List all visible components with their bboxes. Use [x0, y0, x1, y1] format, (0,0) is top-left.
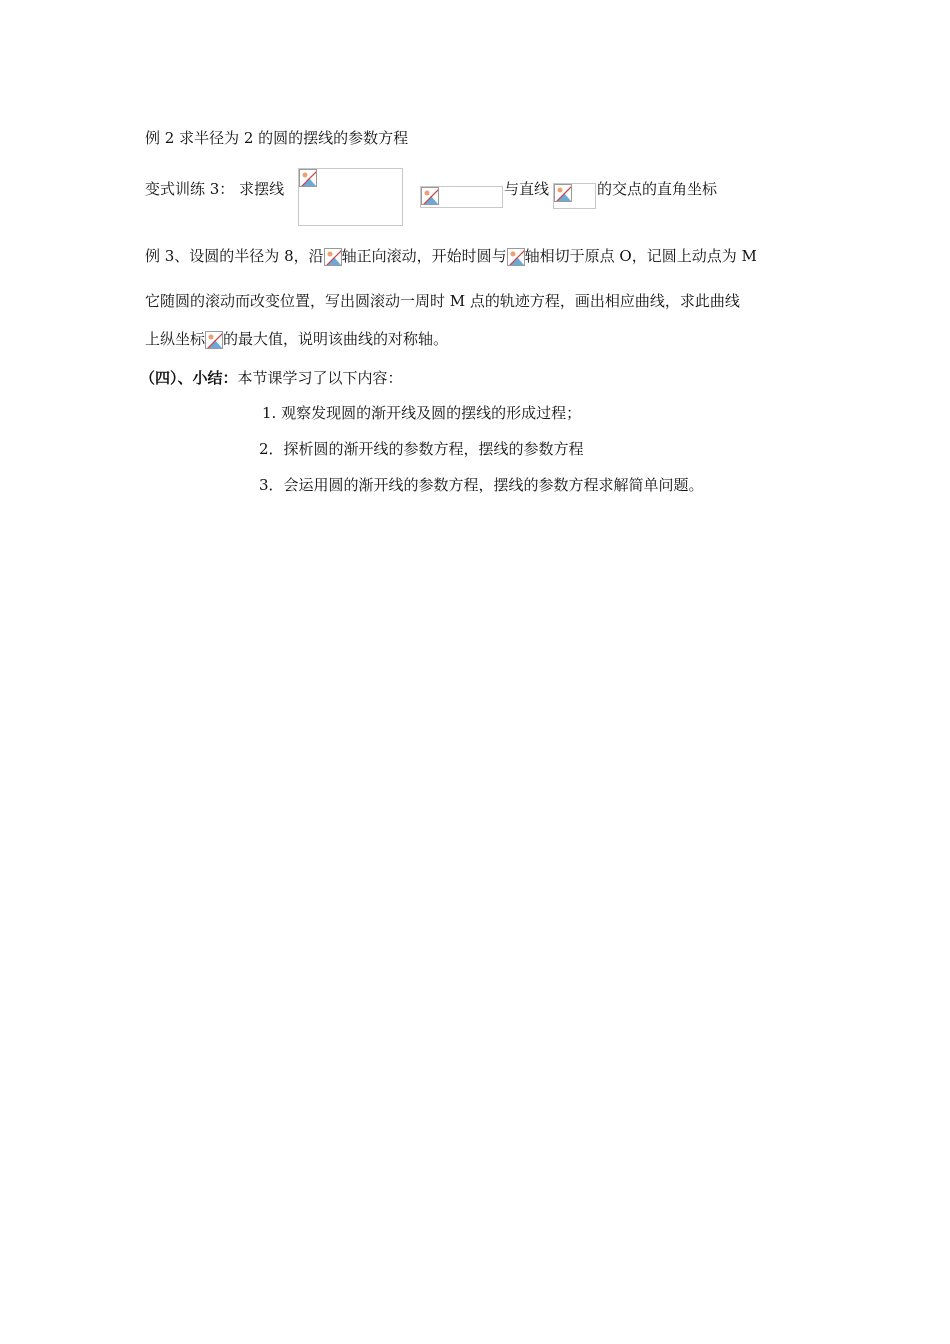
example-3-line-3-prefix: 上纵坐标	[145, 330, 206, 348]
summary-line	[140, 368, 403, 388]
example-3-line-2: 它随圆的滚动而改变位置，写出圆滚动一周时 M 点的轨迹方程，画出相应曲线，求此曲线	[145, 292, 740, 310]
broken-image-icon	[324, 248, 342, 266]
summary-item: 3．会运用圆的渐开线的参数方程，摆线的参数方程求解简单问题。	[259, 476, 704, 494]
variant-3-middle: 与直线	[504, 180, 550, 198]
formula-image-box-cycloid	[298, 168, 403, 226]
example-3-line-3	[145, 329, 448, 349]
broken-image-icon	[554, 184, 572, 202]
example-2-text: 例 2 求半径为 2 的圆的摆线的参数方程	[145, 129, 409, 147]
example-3-line-3-suffix: 的最大值，说明该曲线的对称轴。	[223, 330, 449, 348]
example-3-line-1	[145, 246, 757, 266]
summary-intro: 本节课学习了以下内容：	[237, 369, 403, 387]
formula-image-box-param	[420, 186, 503, 208]
example-3-part-2: 轴正向滚动，开始时圆与	[341, 247, 507, 265]
broken-image-icon	[299, 169, 317, 187]
example-3-part-3: 轴相切于原点 O，记圆上动点为 M	[524, 247, 757, 265]
summary-item: 1. 观察发现圆的渐开线及圆的摆线的形成过程；	[262, 404, 582, 422]
formula-image-box-line	[553, 183, 596, 209]
variant-3-suffix: 的交点的直角坐标	[597, 180, 718, 198]
summary-heading: （四）、小结：	[140, 369, 238, 387]
broken-image-icon	[507, 248, 525, 266]
example-3-part-1: 例 3、设圆的半径为 8，沿	[145, 247, 324, 265]
broken-image-icon	[205, 331, 223, 349]
broken-image-icon	[421, 187, 439, 205]
variant-3-prefix: 变式训练 3： 求摆线	[145, 180, 285, 198]
summary-item: 2．探析圆的渐开线的参数方程，摆线的参数方程	[259, 440, 584, 458]
